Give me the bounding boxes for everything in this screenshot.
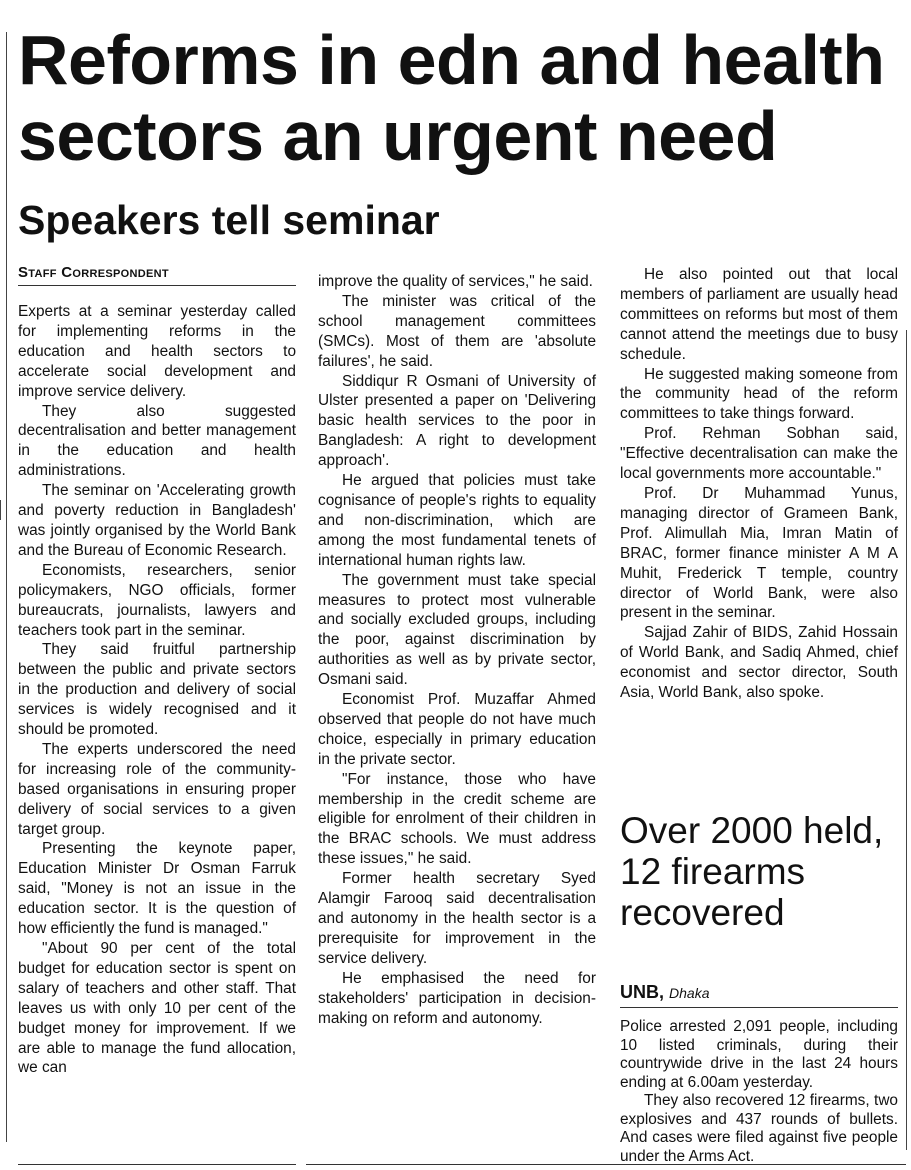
paragraph: He also pointed out that local members of parliament are usually head committees on reforms but most of them cannot attend the meetings due to busy schedule.	[620, 266, 898, 363]
paragraph: Experts at a seminar yesterday called for implementing reforms in the education and health sectors to accelerate social development and improve service delivery.	[18, 303, 296, 400]
article-byline: Staff Correspondent	[18, 264, 296, 286]
dateline-place: Dhaka	[669, 985, 710, 1001]
article-column-3	[620, 265, 898, 703]
second-article-byline	[620, 982, 898, 1008]
paragraph: They also suggested decentralisation and better management in the education and health administrations.	[18, 402, 296, 480]
bottom-rule-right	[306, 1164, 906, 1165]
second-article-body	[620, 1018, 898, 1166]
column-rule-left-mark	[0, 500, 1, 520]
paragraph: The seminar on 'Accelerating growth and poverty reduction in Bangladesh' was jointly organised by the World Bank and the Bureau of Economic Research.	[18, 482, 296, 559]
paragraph: Presenting the keynote paper, Education Minister Dr Osman Farruk said, "Money is not an issue in the education sector. It is the question of how efficiently the fund is managed."	[18, 840, 296, 938]
bottom-rule-left	[18, 1164, 296, 1165]
paragraph: They also recovered 12 firearms, two explosives and 437 rounds of bullets. And cases were filed against five people under the Arms Act.	[620, 1092, 898, 1165]
paragraph: The government must take special measures to protect most vulnerable and socially excluded groups, including the poor, against discrimination by authorities as well as by private sector, Osmani said.	[318, 571, 596, 689]
paragraph: Economist Prof. Muzaffar Ahmed observed that people do not have much choice, especially in primary education in the private sector.	[318, 691, 596, 768]
second-article-headline: Over 2000 held, 12 firearms recovered	[620, 810, 884, 933]
column-rule-left	[6, 32, 7, 1142]
paragraph: Prof. Rehman Sobhan said, "Effective decentralisation can make the local governments more accountable."	[620, 425, 898, 483]
column-rule-right	[906, 330, 907, 1150]
paragraph: Siddiqur R Osmani of University of Ulster presented a paper on 'Delivering basic health services to the poor in Bangladesh: A right to development approach'.	[318, 372, 596, 470]
article-headline: Reforms in edn and health sectors an urgent need	[18, 21, 885, 175]
paragraph: Former health secretary Syed Alamgir Farooq said decentralisation and autonomy in the health sector is a prerequisite for improvement in the service delivery.	[318, 870, 596, 967]
paragraph: "About 90 per cent of the total budget for education sector is spent on salary of teachers and other staff. That leaves us with only 10 per cent of the budget money for improvement. If we are able to manage the fund allocation, we can	[18, 940, 296, 1077]
paragraph: The experts underscored the need for increasing role of the community-based organisations in ensuring proper delivery of social services to a given target group.	[18, 740, 296, 838]
paragraph: Economists, researchers, senior policymakers, NGO officials, former bureaucrats, journalists, lawyers and teachers took part in the seminar.	[18, 561, 296, 639]
paragraph: improve the quality of services," he said.	[318, 273, 593, 290]
paragraph: Police arrested 2,091 people, including 10 listed criminals, during their countrywide drive in the last 24 hours ending at 6.00am yesterday.	[620, 1018, 898, 1091]
paragraph: He emphasised the need for stakeholders' participation in decision-making on reform and autonomy.	[318, 969, 596, 1027]
article-subhead: Speakers tell seminar	[18, 197, 440, 243]
paragraph: He argued that policies must take cognisance of people's rights to equality and non-discrimination, which are among the most fundamental tenets of international human rights law.	[318, 472, 596, 569]
paragraph: Sajjad Zahir of BIDS, Zahid Hossain of World Bank, and Sadiq Ahmed, chief economist and sector director, South Asia, World Bank, also spoke.	[620, 624, 898, 702]
article-column-2	[318, 272, 596, 1028]
paragraph: They said fruitful partnership between the public and private sectors in the production and delivery of social services is widely recognised and it should be promoted.	[18, 641, 296, 739]
paragraph: The minister was critical of the school management committees (SMCs). Most of them are 'absolute failures', he said.	[318, 292, 596, 370]
paragraph: He suggested making someone from the community head of the reform committees to take things forward.	[620, 365, 898, 423]
agency-name: UNB,	[620, 982, 664, 1002]
article-column-1	[18, 302, 296, 1078]
paragraph: "For instance, those who have membership in the credit scheme are eligible for enrolment of their children in the BRAC schools. We must address these issues," he said.	[318, 770, 596, 868]
paragraph: Prof. Dr Muhammad Yunus, managing director of Grameen Bank, Prof. Alimullah Mia, Imran Matin of BRAC, former finance minister A M A Muhit, Frederick T temple, country director of World Bank, were also present in the seminar.	[620, 484, 898, 622]
